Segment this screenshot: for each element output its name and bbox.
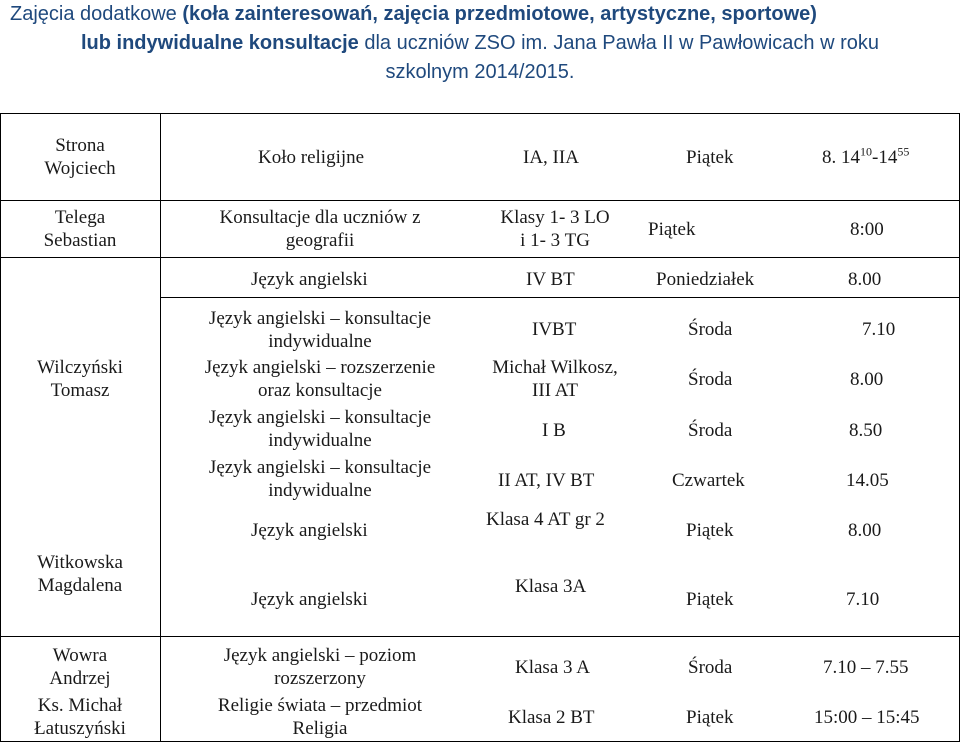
row-divider xyxy=(0,200,960,201)
day-cell: Piątek xyxy=(686,707,734,728)
row-divider xyxy=(0,636,960,637)
teacher-name: Telega Sebastian xyxy=(43,207,117,251)
activity-cell: Język angielski – konsultacje indywidualne xyxy=(208,457,432,501)
day-cell: Piątek xyxy=(686,589,734,610)
heading-line-3: szkolnym 2014/2015. xyxy=(385,61,575,83)
day-cell: Środa xyxy=(688,319,733,340)
activity-cell: Język angielski – poziom rozszerzony xyxy=(223,645,417,689)
teacher-name: Strona Wojciech xyxy=(44,135,116,179)
document-heading xyxy=(0,0,960,87)
teacher-name: Witkowska Magdalena xyxy=(37,552,123,596)
time-cell: 8.50 xyxy=(849,420,883,441)
time-cell: 15:00 – 15:45 xyxy=(814,707,920,728)
row-divider xyxy=(0,257,960,258)
activity-cell: Religie świata – przedmiot Religia xyxy=(217,695,423,739)
day-cell: Piątek xyxy=(686,520,734,541)
time-cell: 8.00 xyxy=(848,269,882,290)
activity-cell: Język angielski – rozszerzenie oraz konsultacje xyxy=(204,357,436,401)
classes-cell: II AT, IV BT xyxy=(498,470,595,491)
teacher-name: Ks. Michał Łatuszyński xyxy=(34,695,126,739)
day-cell: Środa xyxy=(688,420,733,441)
day-cell: Piątek xyxy=(686,147,734,168)
classes-cell: Klasa 2 BT xyxy=(508,707,595,728)
activity-cell: Język angielski xyxy=(251,269,368,290)
activity-cell: Koło religijne xyxy=(258,147,365,168)
classes-cell: Klasa 3A xyxy=(515,576,587,597)
time-cell: 7.10 xyxy=(846,589,880,610)
time-cell: 8.00 xyxy=(848,520,882,541)
activity-cell: Język angielski xyxy=(251,589,368,610)
time-cell: 7.10 – 7.55 xyxy=(823,657,909,678)
classes-cell: IV BT xyxy=(526,269,575,290)
activity-cell: Konsultacje dla uczniów z geografii xyxy=(219,207,421,251)
time-cell: 8. $14^{10}-14^{55}$ xyxy=(822,144,910,168)
activity-cell: Język angielski – konsultacje indywidualne xyxy=(208,407,432,451)
day-cell: Poniedziałek xyxy=(656,269,755,290)
teacher-name: Wilczyński Tomasz xyxy=(37,357,123,401)
column-divider xyxy=(160,113,161,742)
row-divider xyxy=(160,297,960,298)
classes-cell: Michał Wilkosz, III AT xyxy=(492,357,618,401)
time-cell: 8:00 xyxy=(850,219,884,240)
time-cell: 7.10 xyxy=(862,319,896,340)
classes-cell: Klasy 1- 3 LO i 1- 3 TG xyxy=(500,207,610,251)
heading-line-2: lub indywidualne konsultacje dla uczniów ZSO im. Jana Pawła II w Pawłowicach w roku xyxy=(80,32,880,54)
day-cell: Czwartek xyxy=(672,470,745,491)
time-cell: 8.00 xyxy=(850,369,884,390)
classes-cell: Klasa 4 AT gr 2 xyxy=(486,509,605,530)
time-cell: 14.05 xyxy=(846,470,889,491)
table-border-left xyxy=(0,113,1,742)
day-cell: Środa xyxy=(688,657,733,678)
activity-cell: Język angielski xyxy=(251,520,368,541)
classes-cell: I B xyxy=(542,420,566,441)
classes-cell: Klasa 3 A xyxy=(515,657,590,678)
heading-line-1: Zajęcia dodatkowe (koła zainteresowań, zajęcia przedmiotowe, artystyczne, sportowe) xyxy=(10,3,817,25)
activity-cell: Język angielski – konsultacje indywidualne xyxy=(208,308,432,352)
day-cell: Środa xyxy=(688,369,733,390)
classes-cell: IVBT xyxy=(532,319,577,340)
day-cell: Piątek xyxy=(648,219,696,240)
teacher-name: Wowra Andrzej xyxy=(49,645,111,689)
classes-cell: IA, IIA xyxy=(523,147,579,168)
table-border-top xyxy=(0,113,960,114)
